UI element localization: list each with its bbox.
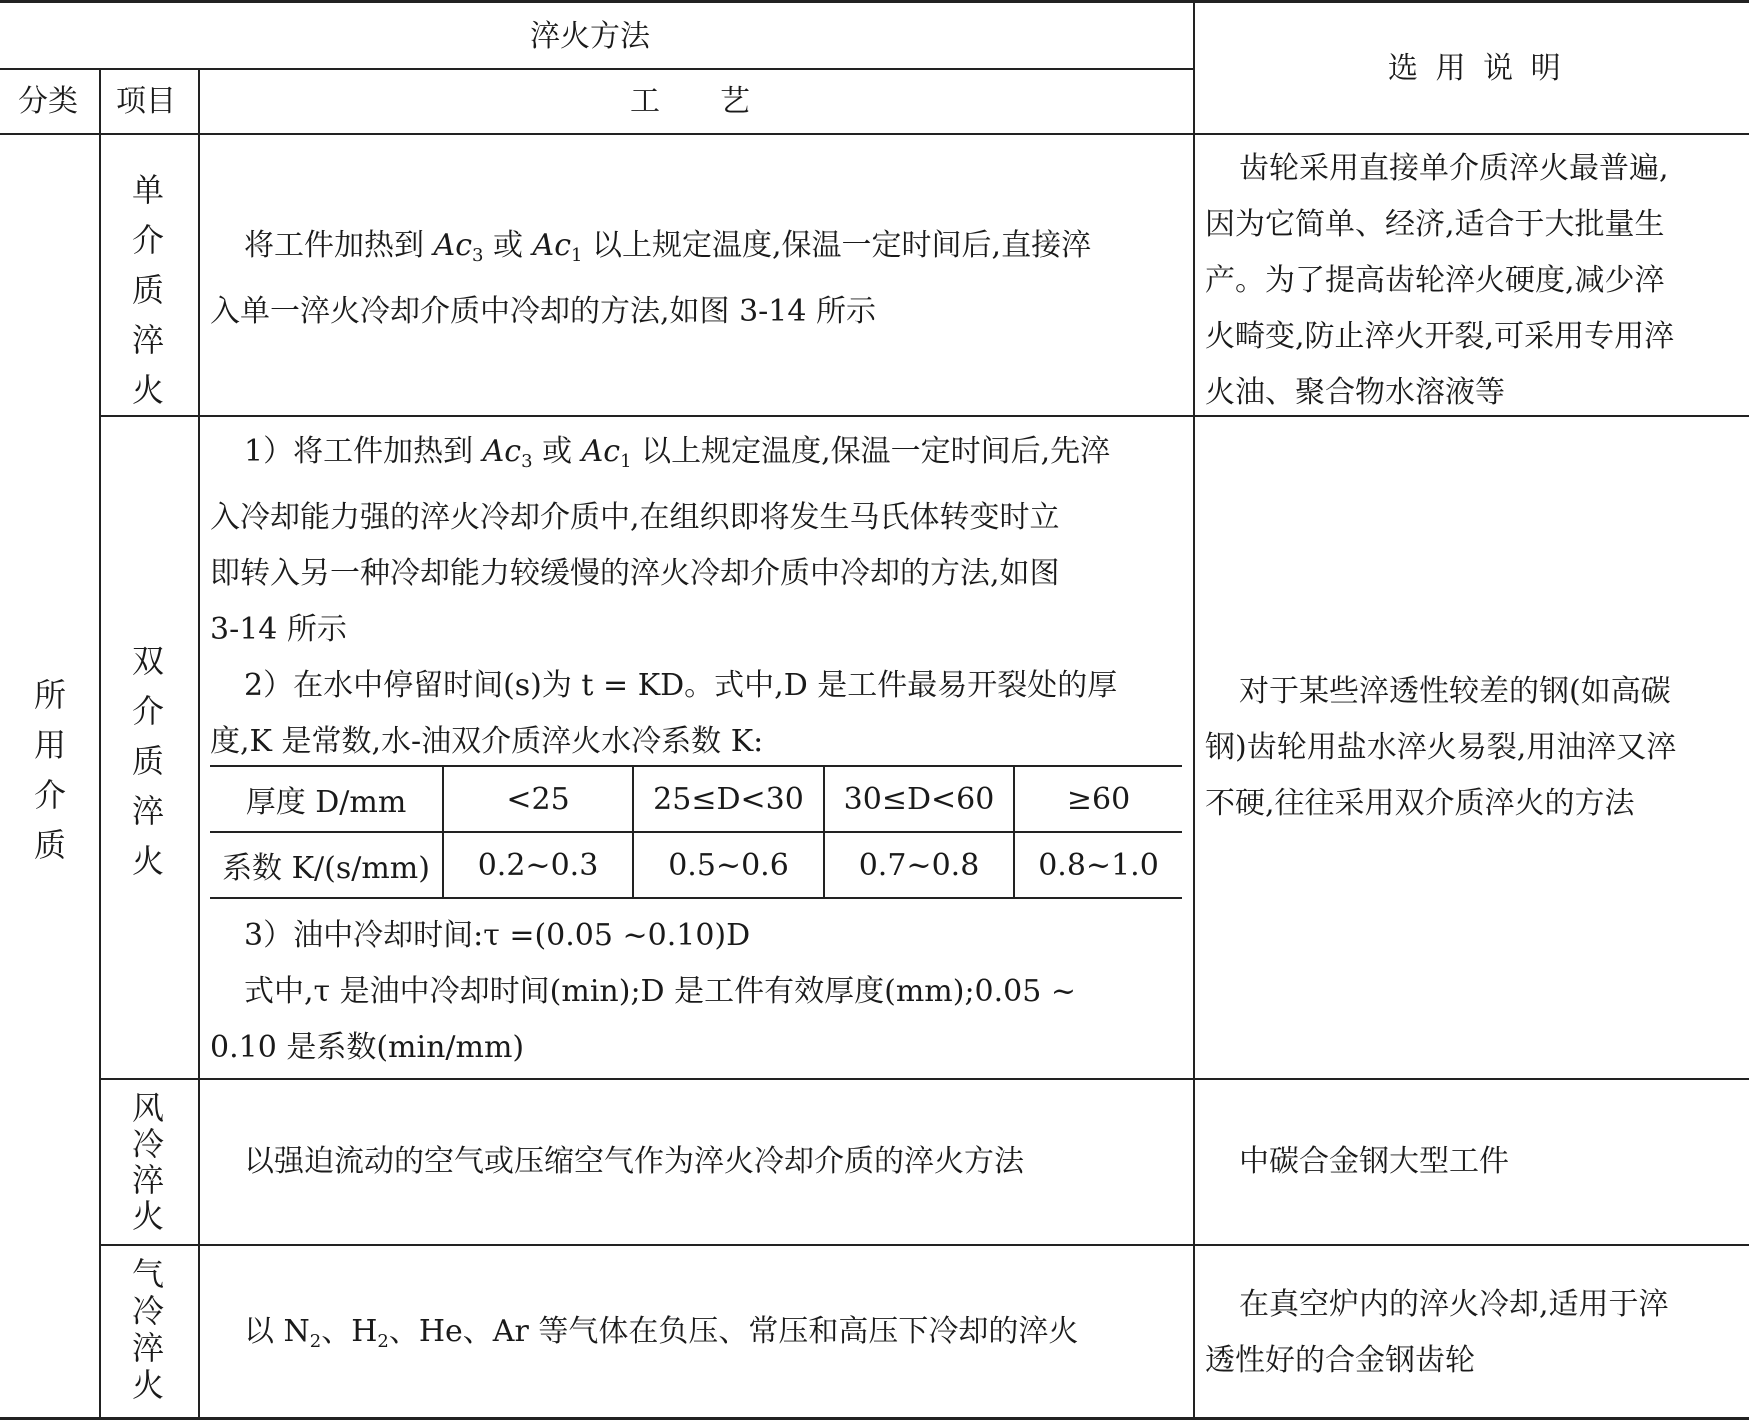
process-dual-medium: 1）将工件加热到 $Ac_3$ 或 $Ac_1$ 以上规定温度,保温一定时间后,先淬 入冷却能力强的淬火冷却介质中,在组织即将发生马氏体转变时立 即转入另一种冷却能力较缓慢的淬火冷却介质中冷却的方法,如图 3-14 所示 2）在水中停留时间(s)为 t = KD。式中,D 是工件最易开裂处的厚 度,K 是常数,水-油双介质淬火水冷系数 K: — [210, 424, 1185, 770]
subtable-bottom — [210, 897, 1182, 899]
selection-single-medium: 齿轮采用直接单介质淬火最普遍, 因为它简单、经济,适合于大批量生 产。为了提高齿轮淬火硬度,减少淬 火畸变,防止淬火开裂,可采用专用淬 火油、聚合物水溶液等 — [1205, 151, 1675, 410]
row1-bottom-process — [101, 415, 1194, 417]
col-divider-2 — [198, 69, 200, 1419]
row3-bottom — [101, 1244, 1749, 1246]
header-bottom — [0, 133, 1749, 135]
subtable-coef-1: 0.2~0.3 — [477, 847, 599, 883]
selection-dual-medium: 对于某些淬透性较差的钢(如高碳 钢)齿轮用盐水淬火易裂,用油淬又淬 不硬,往往采用双介质淬火的方法 — [1205, 674, 1677, 821]
subtable-header-lt25: <25 — [506, 781, 570, 817]
col-divider-1 — [99, 69, 101, 1419]
process-line: 入单一淬火冷却介质中冷却的方法,如图 3-14 所示 — [210, 294, 877, 329]
process-dual-medium-oil: 3）油中冷却时间:τ =(0.05 ~0.10)D 式中,τ 是油中冷却时间(min);D 是工件有效厚度(mm);0.05 ~ 0.10 是系数(min/mm) — [210, 918, 1077, 1065]
item-dual-medium: 双 介 质 淬 火 — [131, 642, 164, 880]
category-label: 所 用 介 质 — [33, 676, 66, 864]
subtable-coef-4: 0.8~1.0 — [1038, 847, 1159, 883]
bottom-border — [0, 1417, 1749, 1420]
item-gas-cooling: 气 冷 淬 火 — [131, 1255, 164, 1404]
selection-air-cooling: 中碳合金钢大型工件 — [1239, 1144, 1509, 1179]
header-method: 淬火方法 — [530, 19, 650, 54]
process-line: 将工件加热到 $Ac_3$ 或 $Ac_1$ 以上规定温度,保温一定时间后,直接淬 — [244, 228, 1092, 266]
header-divider — [0, 68, 1194, 70]
header-process: 工 艺 — [630, 84, 750, 119]
subtable-coef-label: 系数 K/(s/mm) — [222, 851, 430, 886]
item-single-medium: 单 介 质 淬 火 — [131, 171, 164, 409]
subtable-coef-2: 0.5~0.6 — [668, 847, 789, 883]
header-selection: 选 用 说 明 — [1388, 51, 1565, 86]
subtable-header-thickness: 厚度 D/mm — [245, 785, 407, 820]
top-border — [0, 0, 1749, 3]
subtable-header-30-60: 30≤D<60 — [843, 781, 995, 817]
subtable-coef-3: 0.7~0.8 — [858, 847, 980, 883]
process-air-cooling: 以强迫流动的空气或压缩空气作为淬火冷却介质的淬火方法 — [244, 1144, 1024, 1179]
header-item: 项目 — [116, 84, 176, 119]
process-line: 1）将工件加热到 $Ac_3$ 或 $Ac_1$ 以上规定温度,保温一定时间后,先淬 — [244, 434, 1111, 472]
item-air-cooling: 风 冷 淬 火 — [131, 1089, 164, 1235]
subtable-header-25-30: 25≤D<30 — [653, 781, 804, 817]
col-divider-3 — [1193, 1, 1195, 1419]
subtable-header-ge60: ≥60 — [1066, 781, 1131, 817]
row2-bottom — [101, 1078, 1749, 1080]
selection-gas-cooling: 在真空炉内的淬火冷却,适用于淬 透性好的合金钢齿轮 — [1205, 1287, 1669, 1378]
process-gas-cooling: 以 $N_2$、$H_2$、He、Ar 等气体在负压、常压和高压下冷却的淬火 — [244, 1314, 1079, 1352]
process-single-medium — [210, 218, 1185, 340]
header-category: 分类 — [18, 84, 78, 119]
